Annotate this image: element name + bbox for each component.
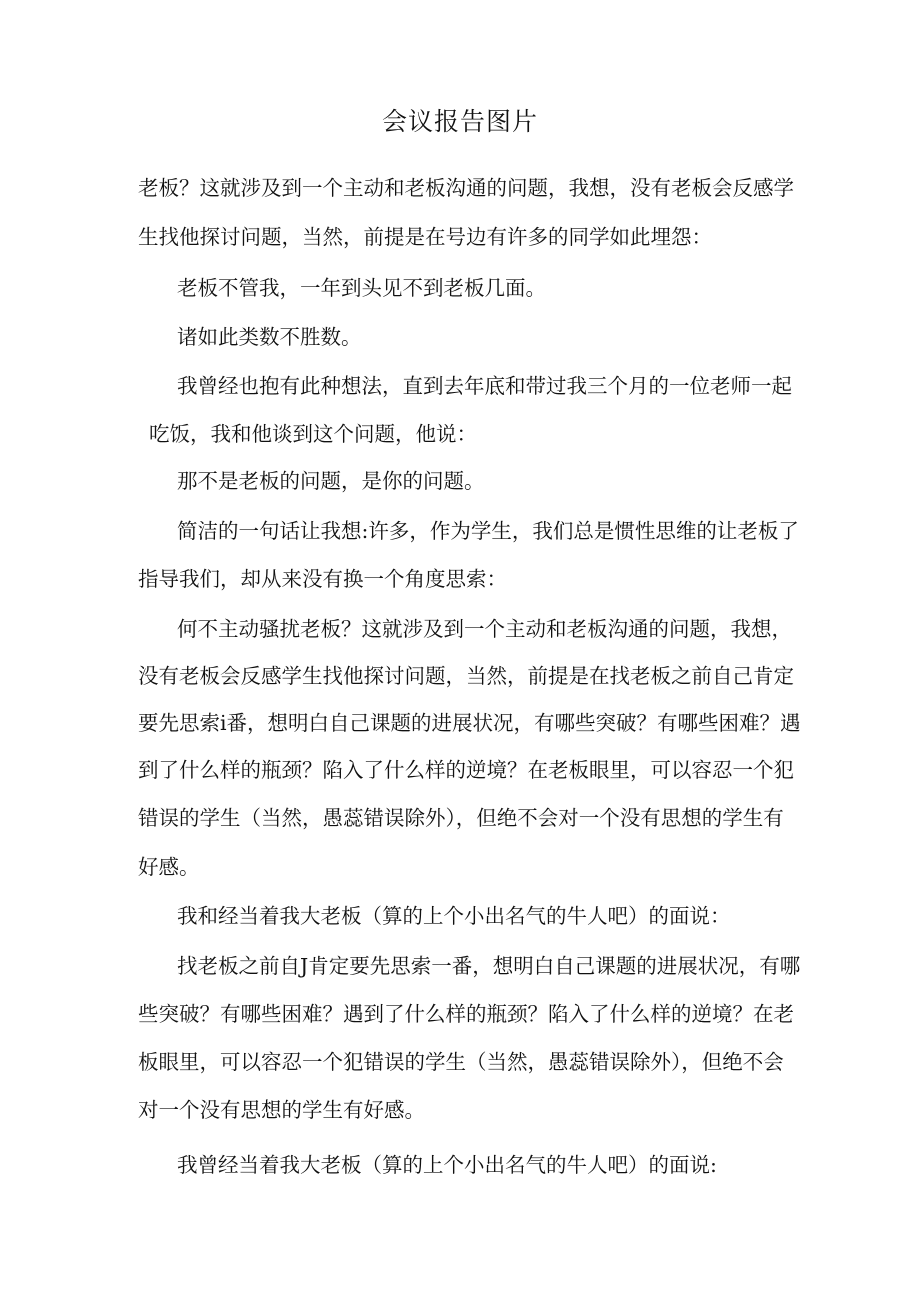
paragraph-line: 简洁的一句话让我想:许多，作为学生，我们总是惯性思维的让老板了 xyxy=(177,519,799,543)
paragraph-line: 指导我们，却从来没有换一个角度思索： xyxy=(138,567,507,591)
paragraph-line: 对一个没有思想的学生有好感。 xyxy=(138,1098,425,1122)
paragraph-line: 我曾经也抱有此种想法，直到去年底和带过我三个月的一位老师一起 xyxy=(177,374,792,398)
paragraph-line: 吃饭，我和他谈到这个问题，他说： xyxy=(149,422,477,446)
paragraph-line: 板眼里，可以容忍一个犯错误的学生（当然，愚蕊错误除外），但绝不会 xyxy=(138,1050,784,1074)
paragraph-line: 老板？这就涉及到一个主动和老板沟通的问题，我想，没有老板会反感学 xyxy=(138,176,794,200)
paragraph-line: 老板不管我，一年到头见不到老板几面。 xyxy=(177,276,546,300)
paragraph-line: 那不是老板的问题，是你的问题。 xyxy=(177,469,485,493)
paragraph-line: 诸如此类数不胜数。 xyxy=(177,325,362,349)
paragraph-line: 生找他探讨问题，当然，前提是在号边有许多的同学如此埋怨： xyxy=(138,225,712,249)
paragraph-line: 找老板之前自J肯定要先思索一番，想明白自己课题的进展状况，有哪 xyxy=(177,954,801,978)
paragraph-line: 好感。 xyxy=(138,855,200,879)
document-title: 会议报告图片 xyxy=(381,107,538,136)
paragraph-line: 要先思索i番，想明白自己课题的进展状况，有哪些突破？有哪些困难？遇 xyxy=(138,711,801,735)
paragraph-line: 我和经当着我大老板（算的上个小出名气的牛人吧）的面说： xyxy=(177,904,731,928)
paragraph-line: 错误的学生（当然，愚蕊错误除外），但绝不会对一个没有思想的学生有 xyxy=(138,806,784,830)
paragraph-line: 何不主动骚扰老板？这就涉及到一个主动和老板沟通的问题，我想， xyxy=(177,617,792,641)
paragraph-line: 没有老板会反感学生找他探讨问题，当然，前提是在找老板之前自己肯定 xyxy=(138,664,794,688)
paragraph-line: 些突破？有哪些困难？遇到了什么样的瓶颈？陷入了什么样的逆境？在老 xyxy=(138,1002,794,1026)
paragraph-line: 到了什么样的瓶颈？陷入了什么样的逆境？在老板眼里，可以容忍一个犯 xyxy=(138,758,794,782)
paragraph-line: 我曾经当着我大老板（算的上个小出名气的牛人吧）的面说: xyxy=(177,1153,717,1177)
